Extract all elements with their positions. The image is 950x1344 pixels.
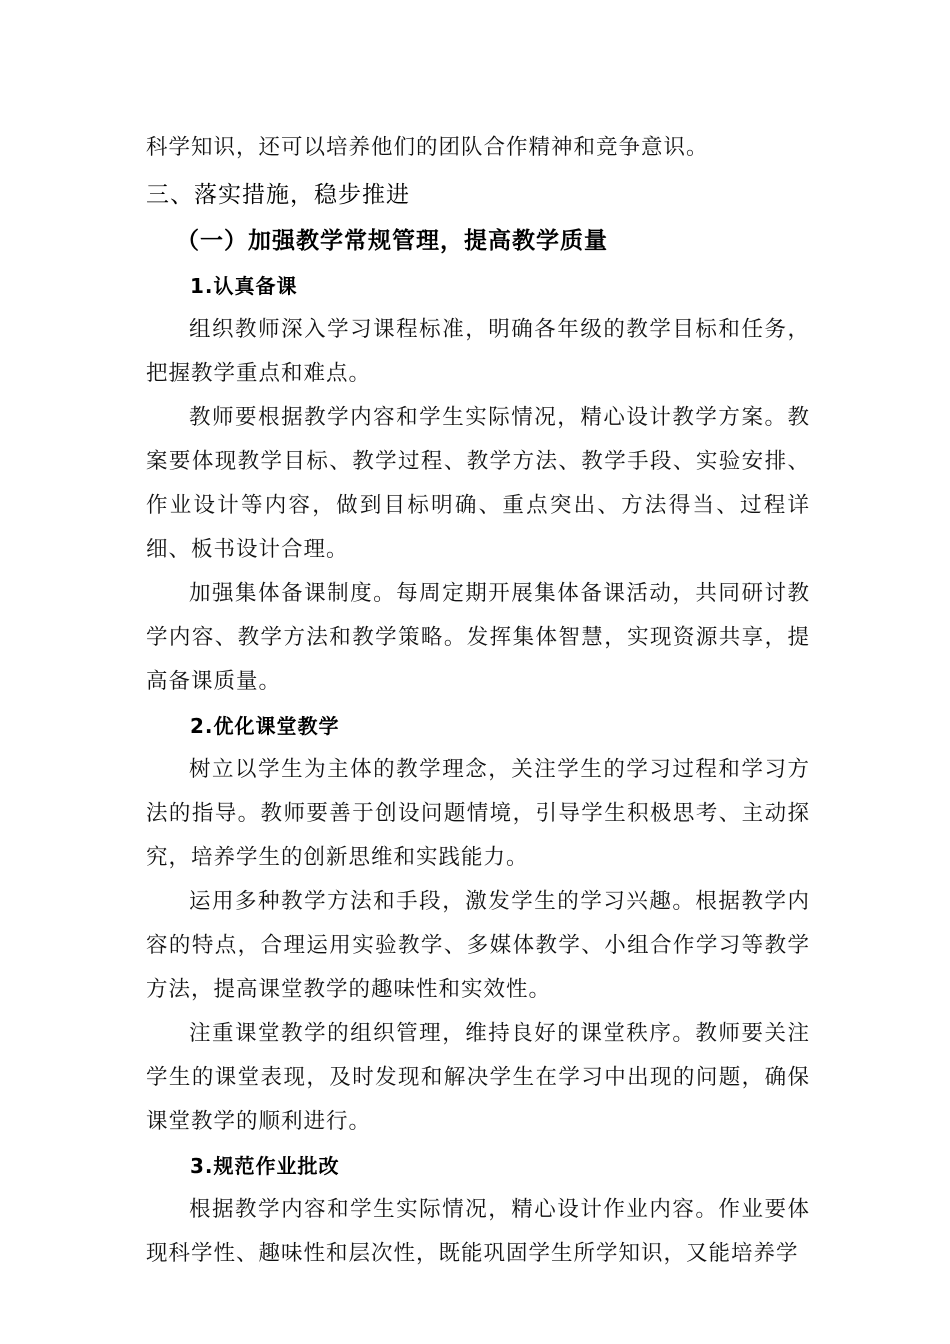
lead-paragraph: 科学知识，还可以培养他们的团队合作精神和竞争意识。 — [146, 135, 709, 160]
section-heading: 三、落实措施，稳步推进 — [146, 182, 410, 208]
paragraph: 教师要根据教学内容和学生实际情况，精心设计教学方案。教案要体现教学目标、教学过程、教学方法、教学手段、实验安排、作业设计等内容，做到目标明确、重点突出、方法得当、过程详细、板书设计合理。 — [146, 405, 810, 562]
paragraph: 组织教师深入学习课程标准，明确各年级的教学目标和任务，把握教学重点和难点。 — [146, 317, 810, 386]
paragraph: 树立以学生为主体的教学理念，关注学生的学习过程和学习方法的指导。教师要善于创设问题情境，引导学生积极思考、主动探究，培养学生的创新思维和实践能力。 — [146, 757, 810, 870]
paragraph: 加强集体备课制度。每周定期开展集体备课活动，共同研讨教学内容、教学方法和教学策略。发挥集体智慧，实现资源共享，提高备课质量。 — [146, 581, 810, 694]
item-heading-2: 2.优化课堂教学 — [190, 714, 340, 738]
paragraph: 运用多种教学方法和手段，激发学生的学习兴趣。根据教学内容的特点，合理运用实验教学、多媒体教学、小组合作学习等教学方法，提高课堂教学的趣味性和实效性。 — [146, 889, 810, 1002]
paragraph: 注重课堂教学的组织管理，维持良好的课堂秩序。教师要关注学生的课堂表现，及时发现和解决学生在学习中出现的问题，确保课堂教学的顺利进行。 — [146, 1021, 810, 1134]
paragraph: 根据教学内容和学生实际情况，精心设计作业内容。作业要体现科学性、趣味性和层次性，既能巩固学生所学知识，又能培养学 — [146, 1197, 810, 1266]
document-body — [146, 126, 810, 1276]
item-heading-1: 1.认真备课 — [190, 274, 298, 298]
subsection-heading: （一）加强教学常规管理，提高教学质量 — [176, 227, 608, 254]
item-heading-3: 3.规范作业批改 — [190, 1154, 340, 1178]
